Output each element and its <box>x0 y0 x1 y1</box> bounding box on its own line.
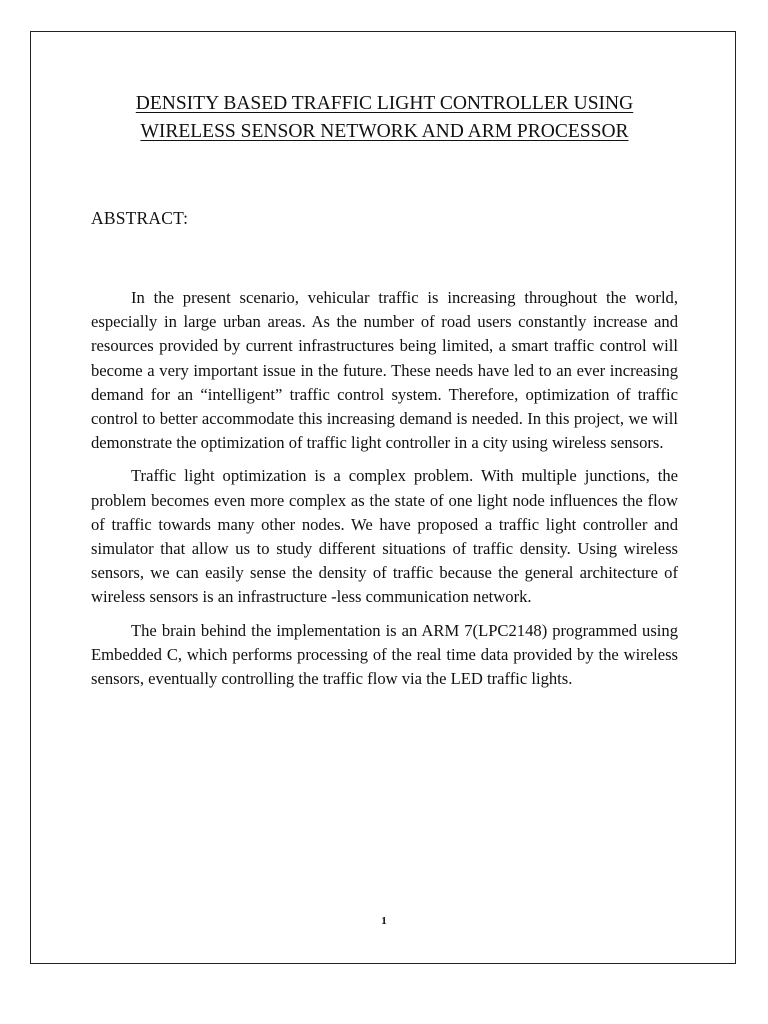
document-title <box>91 90 678 146</box>
abstract-body <box>91 286 678 700</box>
page-content <box>91 90 678 689</box>
abstract-paragraph-1: In the present scenario, vehicular traffic is increasing throughout the world, especially in large urban areas. As the number of road users constantly increase and resources provided by current infrastructures being limited, a smart traffic control will become a very important issue in the future. These needs have led to an ever increasing demand for an “intelligent” traffic control system. Therefore, optimization of traffic control to better accommodate this increasing demand is needed. In this project, we will demonstrate the optimization of traffic light controller in a city using wireless sensors. <box>91 288 678 453</box>
abstract-paragraph-2: Traffic light optimization is a complex problem. With multiple junctions, the problem becomes even more complex as the state of one light node influences the flow of traffic towards many other nodes. We have proposed a traffic light controller and simulator that allow us to study different situations of traffic density. Using wireless sensors, we can easily sense the density of traffic because the general architecture of wireless sensors is an infrastructure -less communication network. <box>91 466 678 607</box>
page-number: 1 <box>381 915 387 927</box>
document-title-line-1: DENSITY BASED TRAFFIC LIGHT CONTROLLER USING <box>135 93 634 114</box>
abstract-paragraph-3: The brain behind the implementation is an ARM 7(LPC2148) programmed using Embedded C, which performs processing of the real time data provided by the wireless sensors, eventually controlling the traffic flow via the LED traffic lights. <box>91 620 678 689</box>
document-title-line-2: WIRELESS SENSOR NETWORK AND ARM PROCESSOR <box>140 121 629 142</box>
abstract-heading: ABSTRACT: <box>91 208 189 228</box>
